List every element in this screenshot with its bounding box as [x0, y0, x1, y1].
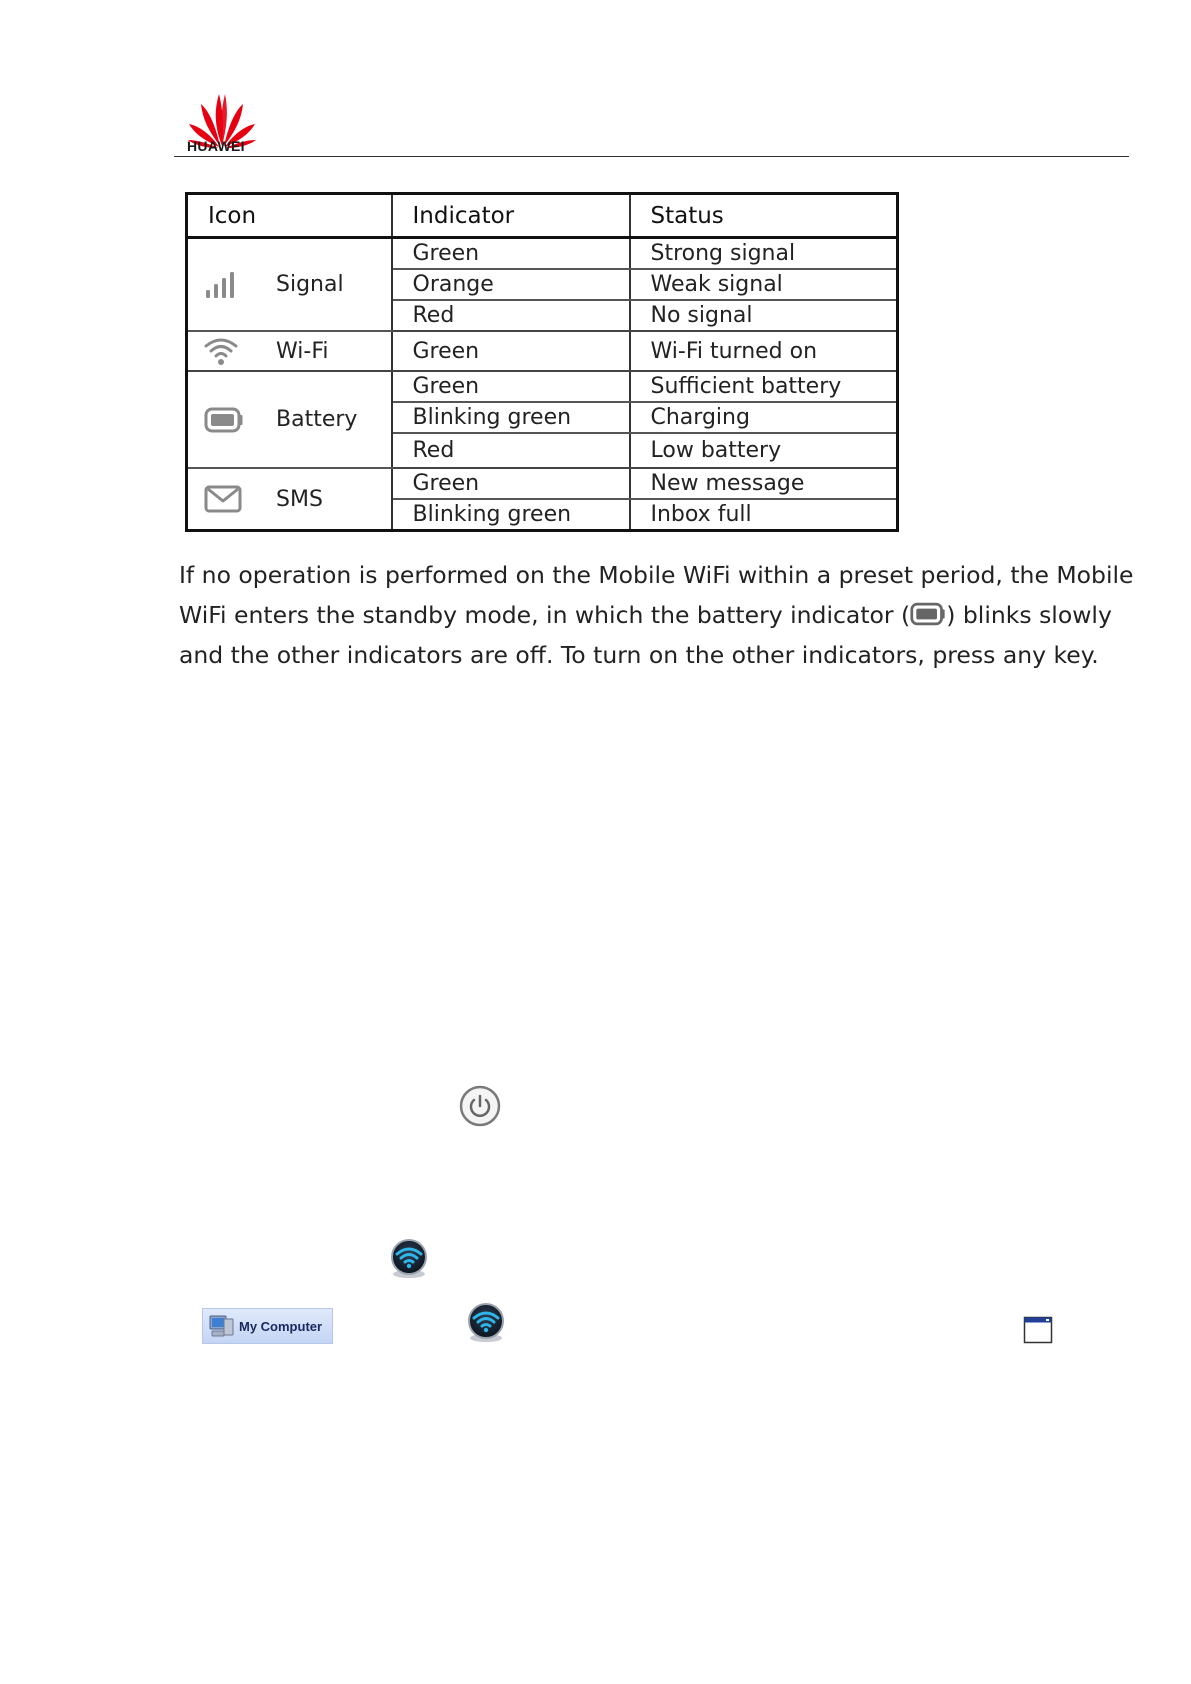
status-cell: Wi-Fi turned on	[630, 331, 898, 371]
signal-label: Signal	[276, 272, 344, 297]
status-cell: No signal	[630, 300, 898, 331]
indicator-cell: Red	[392, 433, 630, 468]
power-icon	[458, 1084, 502, 1128]
battery-cell	[187, 371, 392, 468]
sms-cell	[187, 468, 392, 531]
indicator-cell: Blinking green	[392, 402, 630, 433]
wifi-cell	[187, 331, 392, 371]
table-row	[187, 238, 898, 270]
header-divider	[174, 156, 1129, 157]
mobile-wifi-app-icon[interactable]	[465, 1302, 507, 1344]
indicator-cell: Orange	[392, 269, 630, 300]
my-computer-label: My Computer	[239, 1318, 323, 1334]
computer-icon	[207, 1313, 235, 1339]
paragraph-text-end: ) blinks slowly and the other indicators are off. To turn on the other indicators, press any key.	[179, 601, 1112, 669]
brand-wordmark: HUAWEI	[187, 138, 245, 154]
sms-label: SMS	[276, 486, 323, 512]
status-cell: Strong signal	[630, 238, 898, 270]
status-cell: Low battery	[630, 433, 898, 468]
indicator-cell: Green	[392, 468, 630, 499]
status-cell: Inbox full	[630, 499, 898, 531]
status-cell: Sufficient battery	[630, 371, 898, 402]
status-cell: New message	[630, 468, 898, 499]
signal-icon	[204, 270, 238, 300]
wifi-icon	[204, 336, 238, 366]
status-cell: Weak signal	[630, 269, 898, 300]
signal-cell	[187, 238, 392, 332]
indicator-cell: Green	[392, 331, 630, 371]
indicator-cell: Red	[392, 300, 630, 331]
paragraph-text-start: If no operation is performed on the Mobile WiFi within a preset period, the Mobile WiFi enters the standby mode, in which the battery indicator (	[179, 561, 1134, 629]
header-icon: Icon	[187, 194, 392, 238]
mobile-wifi-app-icon[interactable]	[388, 1238, 430, 1280]
envelope-icon	[204, 485, 242, 513]
wifi-label: Wi-Fi	[276, 338, 329, 364]
status-cell: Charging	[630, 402, 898, 433]
table-row	[187, 331, 898, 371]
my-computer-shortcut[interactable]	[202, 1308, 333, 1344]
indicator-cell: Green	[392, 238, 630, 270]
battery-icon	[910, 601, 946, 627]
table-row	[187, 371, 898, 402]
indicator-table	[185, 192, 899, 532]
battery-icon	[204, 407, 244, 433]
window-icon	[1023, 1316, 1053, 1344]
table-row	[187, 468, 898, 499]
indicator-cell: Green	[392, 371, 630, 402]
battery-label: Battery	[276, 407, 358, 432]
header-status: Status	[630, 194, 898, 238]
indicator-cell: Blinking green	[392, 499, 630, 531]
header-indicator: Indicator	[392, 194, 630, 238]
table-header-row	[187, 194, 898, 238]
standby-paragraph	[179, 555, 1139, 675]
